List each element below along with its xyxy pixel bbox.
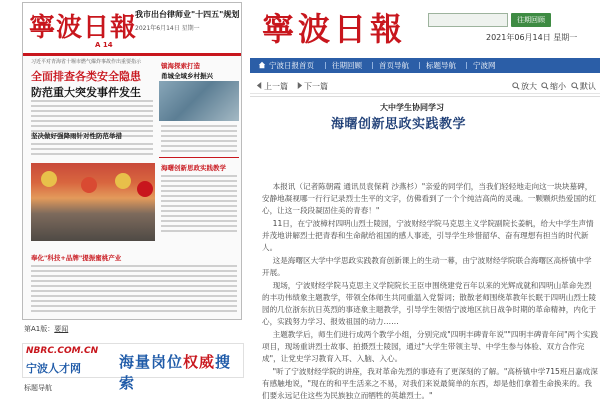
zoom-in-icon <box>512 82 520 90</box>
paper-right-text-2 <box>161 175 237 235</box>
nav-item-archive[interactable]: 往期回顾 <box>332 61 362 70</box>
ad-logo-sub: 宁波人才网 <box>26 362 81 375</box>
paper-right-title[interactable]: 镇海探索打造 <box>161 62 200 70</box>
ad-slogan-part3: 搜索 <box>119 353 232 392</box>
paper-sub-headline-2[interactable]: 海曙创新思政实践教学 <box>161 164 226 172</box>
nav-item-front-nav[interactable]: 首页导航 <box>379 61 409 70</box>
issue-date: 2021年06月14日 星期一 <box>486 33 578 42</box>
article-paragraph: 现场，宁波财经学院马克思主义学院院长王臣申围绕建党百年以来的光辉成就和四明山革命先烈的丰功伟绩象主题教学，带领全体师生共同重温入党誓词；散散老师围绕革教年长眠于四明山烈士陵园的几位浙东抗日英烈的事迹象主题教学，引导学生领悟宁波地区抗日战争时期的革命精神，内化于心，实践努力学习、报效祖国的动力…… <box>262 281 597 326</box>
nav-separator <box>419 62 420 69</box>
article-body <box>262 181 598 403</box>
page-caption-link[interactable]: 要闻 <box>54 325 69 333</box>
nav-separator <box>325 62 326 69</box>
paper-red-rule <box>23 53 241 56</box>
article-paragraph: 主题教学后，师生们进行成两个教学小组，分别完成"四明丰碑青年说""四明丰碑青年问"两个实践项目，现场重讲烈士故事、拍摄烈士陵园，通过"大学生带领主导、中学生参与体验、双方合作完成"，让党史学习教育入耳、入脑、入心。 <box>262 330 598 363</box>
paper-bottom-text <box>31 265 237 315</box>
enlarge-text-button[interactable]: 放大 <box>521 82 537 91</box>
arrow-right-icon <box>296 82 303 89</box>
paper-page-number: A 14 <box>95 41 113 49</box>
paper-right-photo <box>159 81 239 121</box>
paper-lead-headline-1[interactable]: 全面排查各类安全隐患 <box>31 70 141 83</box>
article-paragraph: 这是海曙区大学中学思政实践教育创新课上的生动一幕，由宁波财经学院联合海曙区高桥镇中学开展。 <box>262 256 592 277</box>
prev-article-link[interactable]: 上一篇 <box>264 82 288 91</box>
ad-logo: NBRC.COM.CN <box>26 346 99 356</box>
shrink-text-button[interactable]: 缩小 <box>550 82 566 91</box>
left-panel <box>0 0 245 404</box>
paper-top-subline: 2021年6月14日 星期一 <box>135 25 200 32</box>
paper-lead-headline-2[interactable]: 防范重大突发事件发生 <box>31 86 141 99</box>
nav-separator <box>466 62 467 69</box>
nav-item-ningbo-net[interactable]: 宁波网 <box>473 61 496 70</box>
page-caption-prefix: 第A1版： <box>24 325 55 333</box>
paper-top-headline: 我市出台律师业"十四五"规划 <box>135 10 240 19</box>
paper-header <box>23 3 241 53</box>
paper-lead-photo <box>31 163 155 241</box>
article-kicker: 大中学生协同学习 <box>380 103 444 112</box>
ad-slogan-part2: 权威 <box>183 353 216 371</box>
toolbar-divider <box>250 96 600 97</box>
newspaper-page-thumbnail[interactable] <box>22 2 242 320</box>
home-icon[interactable] <box>258 61 266 69</box>
article-paragraph: "听了宁波财经学院的讲座，我对革命先烈的事迹有了更深刻的了解。"高桥镇中学715班吕嘉成深有感触地说，"现在的和平生活来之不易，对我们来说最简单的东西，却是他们拿着生命换来的。我们要永远记住这些为民族独立而牺牲的英雄烈士。" <box>262 367 598 400</box>
search-button[interactable]: 往期回顾 <box>511 13 551 27</box>
paper-right-text <box>161 125 237 155</box>
zoom-out-icon <box>541 82 549 90</box>
paper-sub-headline-1[interactable]: 坚决做好强降雨针对性防范举措 <box>31 132 122 140</box>
nav-item-title-nav[interactable]: 标题导航 <box>426 61 456 70</box>
paper-sub-headline-3[interactable]: 奉化"科技+品牌"提振蜜桃产业 <box>31 254 122 262</box>
search-input-wrapper[interactable] <box>428 13 508 27</box>
ad-slogan-part1: 海量岗位 <box>119 353 184 371</box>
paper-text-block-2 <box>31 143 153 158</box>
title-navigation-heading: 标题导航 <box>24 384 52 392</box>
nav-separator <box>372 62 373 69</box>
paper-lead-kicker: 习近平对青海省十堰市燃气爆炸事故作出重要指示 <box>31 59 142 65</box>
nav-item-home[interactable]: 宁波日报首页 <box>269 61 314 70</box>
page-caption <box>24 324 68 334</box>
paper-rule <box>159 157 239 158</box>
article-paragraph: 本报讯（记者陈朝霞 通讯员袁保莉 沙燕杉）"亲爱的同学们，当我们轻轻地走向这一块块墓碑，安静地凝视哪一行行记录烈士生平的文字，仿佛看到了一个个纯洁高尚的灵魂。一颗颗炽热爱国的红心，让这一段段凝固住美的青春！" <box>262 182 597 215</box>
arrow-left-icon <box>256 82 263 89</box>
site-masthead[interactable]: 寧波日報 <box>262 10 407 48</box>
ad-slogan <box>119 351 243 393</box>
default-text-button[interactable]: 默认 <box>580 82 596 91</box>
article-paragraph: 11日，在宁波樟村四明山烈士陵园，宁波财经学院马克思主义学院副院长姜帆，给大中学生声情并茂地讲解烈士把青春和生命献给祖国的感人事迹，引导学生珍惜韶华、奋有理想有担当的时代新人。 <box>262 219 594 252</box>
paper-right-subtitle[interactable]: 甬城全域乡村振兴 <box>161 72 213 80</box>
default-size-icon <box>571 82 579 90</box>
next-article-link[interactable]: 下一篇 <box>304 82 328 91</box>
article-headline: 海曙创新思政实践教学 <box>331 117 467 132</box>
paper-masthead: 寧波日報 <box>29 13 138 43</box>
